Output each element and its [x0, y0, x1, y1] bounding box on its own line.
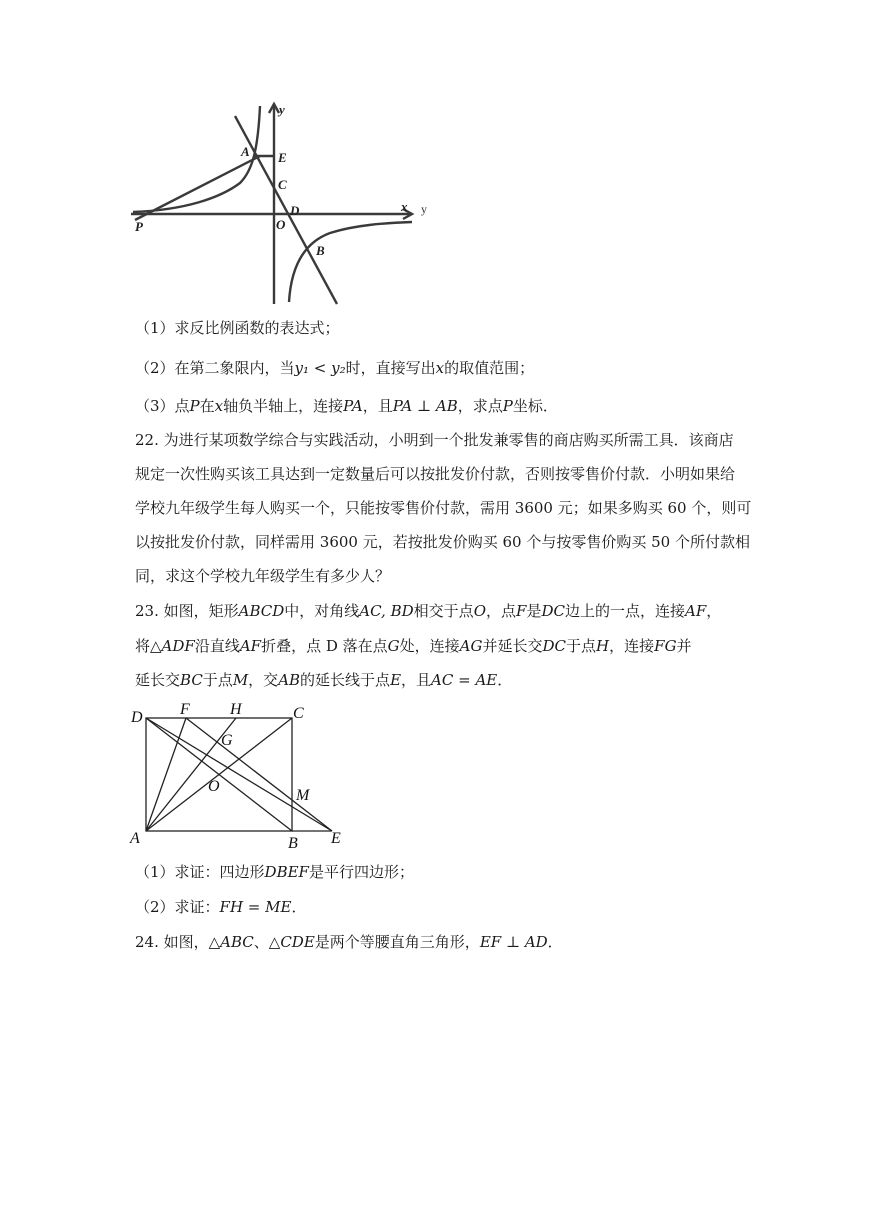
- label-e: E: [278, 150, 287, 165]
- label-a: A: [130, 830, 140, 847]
- label-y-extra: y: [421, 202, 427, 216]
- q24-line-1: 24. 如图，△ABC、△CDE是两个等腰直角三角形，EF ⊥ AD．: [135, 933, 563, 951]
- q22-line-3: 学校九年级学生每人购买一个，只能按零售价付款，需用 3600 元；如果多购买 60 个，则可: [135, 499, 752, 517]
- line-pa: [135, 156, 260, 220]
- q21-part-3: （3）点P在x轴负半轴上，连接PA，且PA ⊥ AB，求点P坐标．: [135, 397, 558, 415]
- q23-line-1: 23. 如图，矩形ABCD中，对角线AC, BD相交于点O，点F是DC边上的一点，连接AF，: [135, 602, 722, 620]
- q23-line-3: 延长交BC于点M，交AB的延长线于点E，且AC = AE．: [135, 671, 513, 689]
- label-y-axis: y: [279, 102, 285, 117]
- label-h: H: [230, 701, 242, 718]
- q22-line-2: 规定一次性购买该工具达到一定数量后可以按批发价付款，否则按零售价付款．小明如果给: [135, 465, 736, 483]
- label-c: C: [293, 705, 304, 722]
- figure-rectangle: [128, 700, 358, 850]
- hyperbola-branch-lower: [289, 222, 412, 302]
- figure-hyperbola: [125, 98, 445, 310]
- label-b: B: [288, 835, 298, 850]
- q22-line-1: 22. 为进行某项数学综合与实践活动，小明到一个批发兼零售的商店购买所需工具．该商店: [135, 431, 734, 449]
- q21-part-1: （1）求反比例函数的表达式；: [135, 319, 340, 337]
- q21-part-2: （2）在第二象限内，当y₁ < y₂时，直接写出x的取值范围；: [135, 359, 535, 377]
- label-f: F: [180, 701, 190, 718]
- label-d: D: [290, 203, 300, 218]
- label-g: G: [221, 732, 233, 749]
- label-o: O: [276, 217, 286, 232]
- label-b: B: [316, 243, 325, 258]
- seg-fe: [186, 718, 332, 831]
- seg-af: [146, 718, 186, 831]
- label-p: P: [135, 219, 143, 234]
- q23-line-2: 将△ADF沿直线AF折叠，点 D 落在点G处，连接AG并延长交DC于点H，连接FG并: [135, 637, 692, 655]
- hyperbola-branch-upper: [133, 106, 260, 212]
- label-d: D: [131, 709, 143, 726]
- q22-line-5: 同，求这个学校九年级学生有多少人？: [135, 567, 391, 585]
- label-o: O: [208, 778, 220, 795]
- label-m: M: [296, 787, 310, 804]
- label-a: A: [241, 144, 250, 159]
- label-c: C: [278, 177, 287, 192]
- q23-part-1: （1）求证：四边形DBEF是平行四边形；: [135, 863, 414, 881]
- label-e: E: [331, 830, 341, 847]
- label-x-axis: x: [401, 199, 408, 214]
- seg-de: [146, 718, 332, 831]
- q23-part-2: （2）求证：FH = ME．: [135, 898, 307, 916]
- line-ab: [235, 116, 337, 304]
- q22-line-4: 以按批发价付款，同样需用 3600 元，若按批发价购买 60 个与按零售价购买 50 个所付款相: [135, 533, 750, 551]
